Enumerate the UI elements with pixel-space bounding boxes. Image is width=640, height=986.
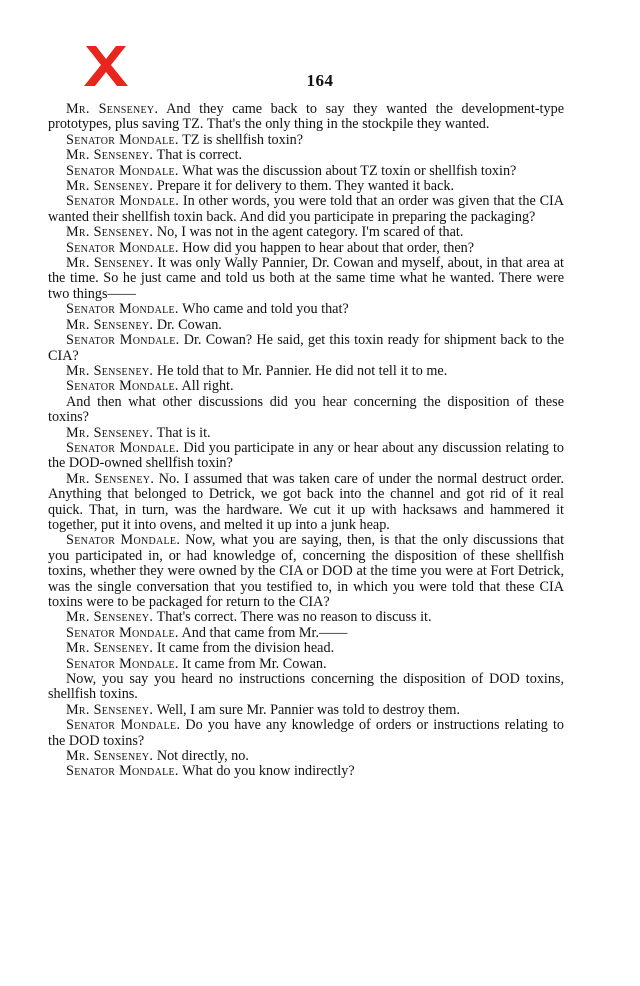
speech-text: Prepare it for delivery to them. They wanted it back. xyxy=(156,178,455,195)
transcript-paragraph xyxy=(48,256,564,302)
speech-text: That's correct. There was no reason to discuss it. xyxy=(156,609,432,626)
transcript-paragraph xyxy=(48,641,564,656)
speaker-name: Mr. Senseney. xyxy=(66,701,154,718)
speech-text: He told that to Mr. Pannier. He did not tell it to me. xyxy=(156,362,448,379)
speaker-name: Senator Mondale. xyxy=(66,131,179,148)
speech-text: It came from Mr. Cowan. xyxy=(182,655,327,672)
speech-text: It was only Wally Pannier, Dr. Cowan and myself, about, in that area at the time. So he just came and told us both at the same time what he wanted. There were two things—— xyxy=(48,255,564,302)
speaker-name: Mr. Senseney. xyxy=(66,101,159,117)
speech-text: And they came back to say they wanted the development-type prototypes, plus saving TZ. That's the only thing in the stockpile they wanted. xyxy=(48,101,564,133)
transcript-paragraph xyxy=(48,179,564,194)
speaker-name: Mr. Senseney. xyxy=(66,362,154,379)
speaker-name: Senator Mondale. xyxy=(66,624,179,641)
speaker-name: Senator Mondale. xyxy=(66,162,179,179)
speech-text: Well, I am sure Mr. Pannier was told to destroy them. xyxy=(156,701,461,718)
speaker-name: Senator Mondale. xyxy=(66,332,180,349)
transcript-paragraph xyxy=(48,164,564,179)
speech-text: That is it. xyxy=(156,424,211,441)
transcript-paragraph xyxy=(48,302,564,317)
speech-text: What was the discussion about TZ toxin or shellfish toxin? xyxy=(182,162,517,179)
speech-text: In other words, you were told that an order was given that the CIA wanted their shellfish toxin back. And did you participate in preparing the packaging? xyxy=(48,193,565,225)
speaker-name: Mr. Senseney. xyxy=(66,316,154,333)
page-number: 164 xyxy=(306,71,334,90)
transcript-paragraph xyxy=(48,148,564,163)
speaker-name: Mr. Senseney. xyxy=(66,640,154,657)
speaker-name: Senator Mondale. xyxy=(66,717,181,734)
speaker-name: Mr. Senseney. xyxy=(66,748,154,765)
transcript-paragraph xyxy=(48,703,564,718)
transcript-paragraph xyxy=(48,364,564,379)
transcript-paragraph xyxy=(48,194,564,225)
speech-text: Now, what you are saying, then, is that the only discussions that you participated in, or had knowledge of, concerning the disposition of these shellfish toxins, whether they were owned by the CIA or DOD at the time you were at Fort Detrick, was the single conversation that you testified to, in which you were told that these CIA toxins were to be packaged for return to the CIA? xyxy=(48,532,565,610)
speech-text: Dr. Cowan. xyxy=(156,316,222,333)
speaker-name: Senator Mondale. xyxy=(66,378,179,395)
transcript-paragraph xyxy=(48,379,564,394)
transcript-paragraph xyxy=(48,318,564,333)
speech-text: Now, you say you heard no instructions concerning the disposition of DOD toxins, shellfish toxins. xyxy=(48,671,564,703)
transcript-paragraph xyxy=(48,610,564,625)
speech-text: And that came from Mr.—— xyxy=(181,624,348,641)
speaker-name: Mr. Senseney. xyxy=(66,609,154,626)
speech-text: No, I was not in the agent category. I'm scared of that. xyxy=(156,224,464,241)
speech-text: Dr. Cowan? He said, get this toxin ready for shipment back to the CIA? xyxy=(48,332,565,364)
speaker-name: Mr. Senseney. xyxy=(66,424,154,441)
speaker-name: Senator Mondale. xyxy=(66,193,180,210)
speech-text: That is correct. xyxy=(156,147,243,164)
speech-text: Did you participate in any or hear about any discussion relating to the DOD-owned shellfish toxin? xyxy=(48,439,565,472)
speech-text: How did you happen to hear about that order, then? xyxy=(182,239,475,256)
speech-text: TZ is shellfish toxin? xyxy=(182,131,304,148)
speech-text: It came from the division head. xyxy=(156,640,335,657)
transcript-paragraph xyxy=(48,472,564,534)
transcript-paragraph xyxy=(48,333,564,364)
speech-text: All right. xyxy=(181,378,234,395)
transcript-paragraph xyxy=(48,626,564,641)
speaker-name: Mr. Senseney. xyxy=(66,224,154,241)
transcript-body xyxy=(48,102,564,780)
transcript-paragraph xyxy=(48,672,564,703)
speech-text: Not directly, no. xyxy=(156,748,249,765)
transcript-paragraph xyxy=(48,657,564,672)
speaker-name: Mr. Senseney. xyxy=(66,255,154,272)
speaker-name: Mr. Senseney. xyxy=(66,147,154,164)
transcript-paragraph xyxy=(48,533,564,610)
speaker-name: Senator Mondale. xyxy=(66,532,181,549)
speaker-name: Senator Mondale. xyxy=(66,439,180,456)
speaker-name: Senator Mondale. xyxy=(66,301,179,318)
speaker-name: Mr. Senseney. xyxy=(66,178,154,195)
transcript-paragraph xyxy=(48,718,564,749)
transcript-paragraph xyxy=(48,225,564,240)
transcript-paragraph xyxy=(48,102,564,133)
speaker-name: Senator Mondale. xyxy=(66,763,179,780)
speech-text: No. I assumed that was taken care of under the normal destruct order. Anything that belonged to Detrick, we got back into the channel and got rid of it real quick. That, in turn, was the hardware. We cut it up with hacksaws and hammered it together, put it into ovens, and melted it up into a junk heap. xyxy=(48,470,564,533)
transcript-paragraph xyxy=(48,749,564,764)
speaker-name: Senator Mondale. xyxy=(66,655,179,672)
transcript-paragraph xyxy=(48,764,564,779)
transcript-paragraph xyxy=(48,426,564,441)
transcript-paragraph xyxy=(48,441,564,472)
speech-text: Do you have any knowledge of orders or instructions relating to the DOD toxins? xyxy=(48,717,565,749)
speech-text: What do you know indirectly? xyxy=(182,763,355,780)
transcript-paragraph xyxy=(48,395,564,426)
transcript-paragraph xyxy=(48,241,564,256)
speaker-name: Mr. Senseney. xyxy=(66,470,155,487)
speech-text: And then what other discussions did you hear concerning the disposition of these toxins? xyxy=(48,393,564,426)
speech-text: Who came and told you that? xyxy=(182,301,349,318)
transcript-paragraph xyxy=(48,133,564,148)
speaker-name: Senator Mondale. xyxy=(66,239,179,256)
